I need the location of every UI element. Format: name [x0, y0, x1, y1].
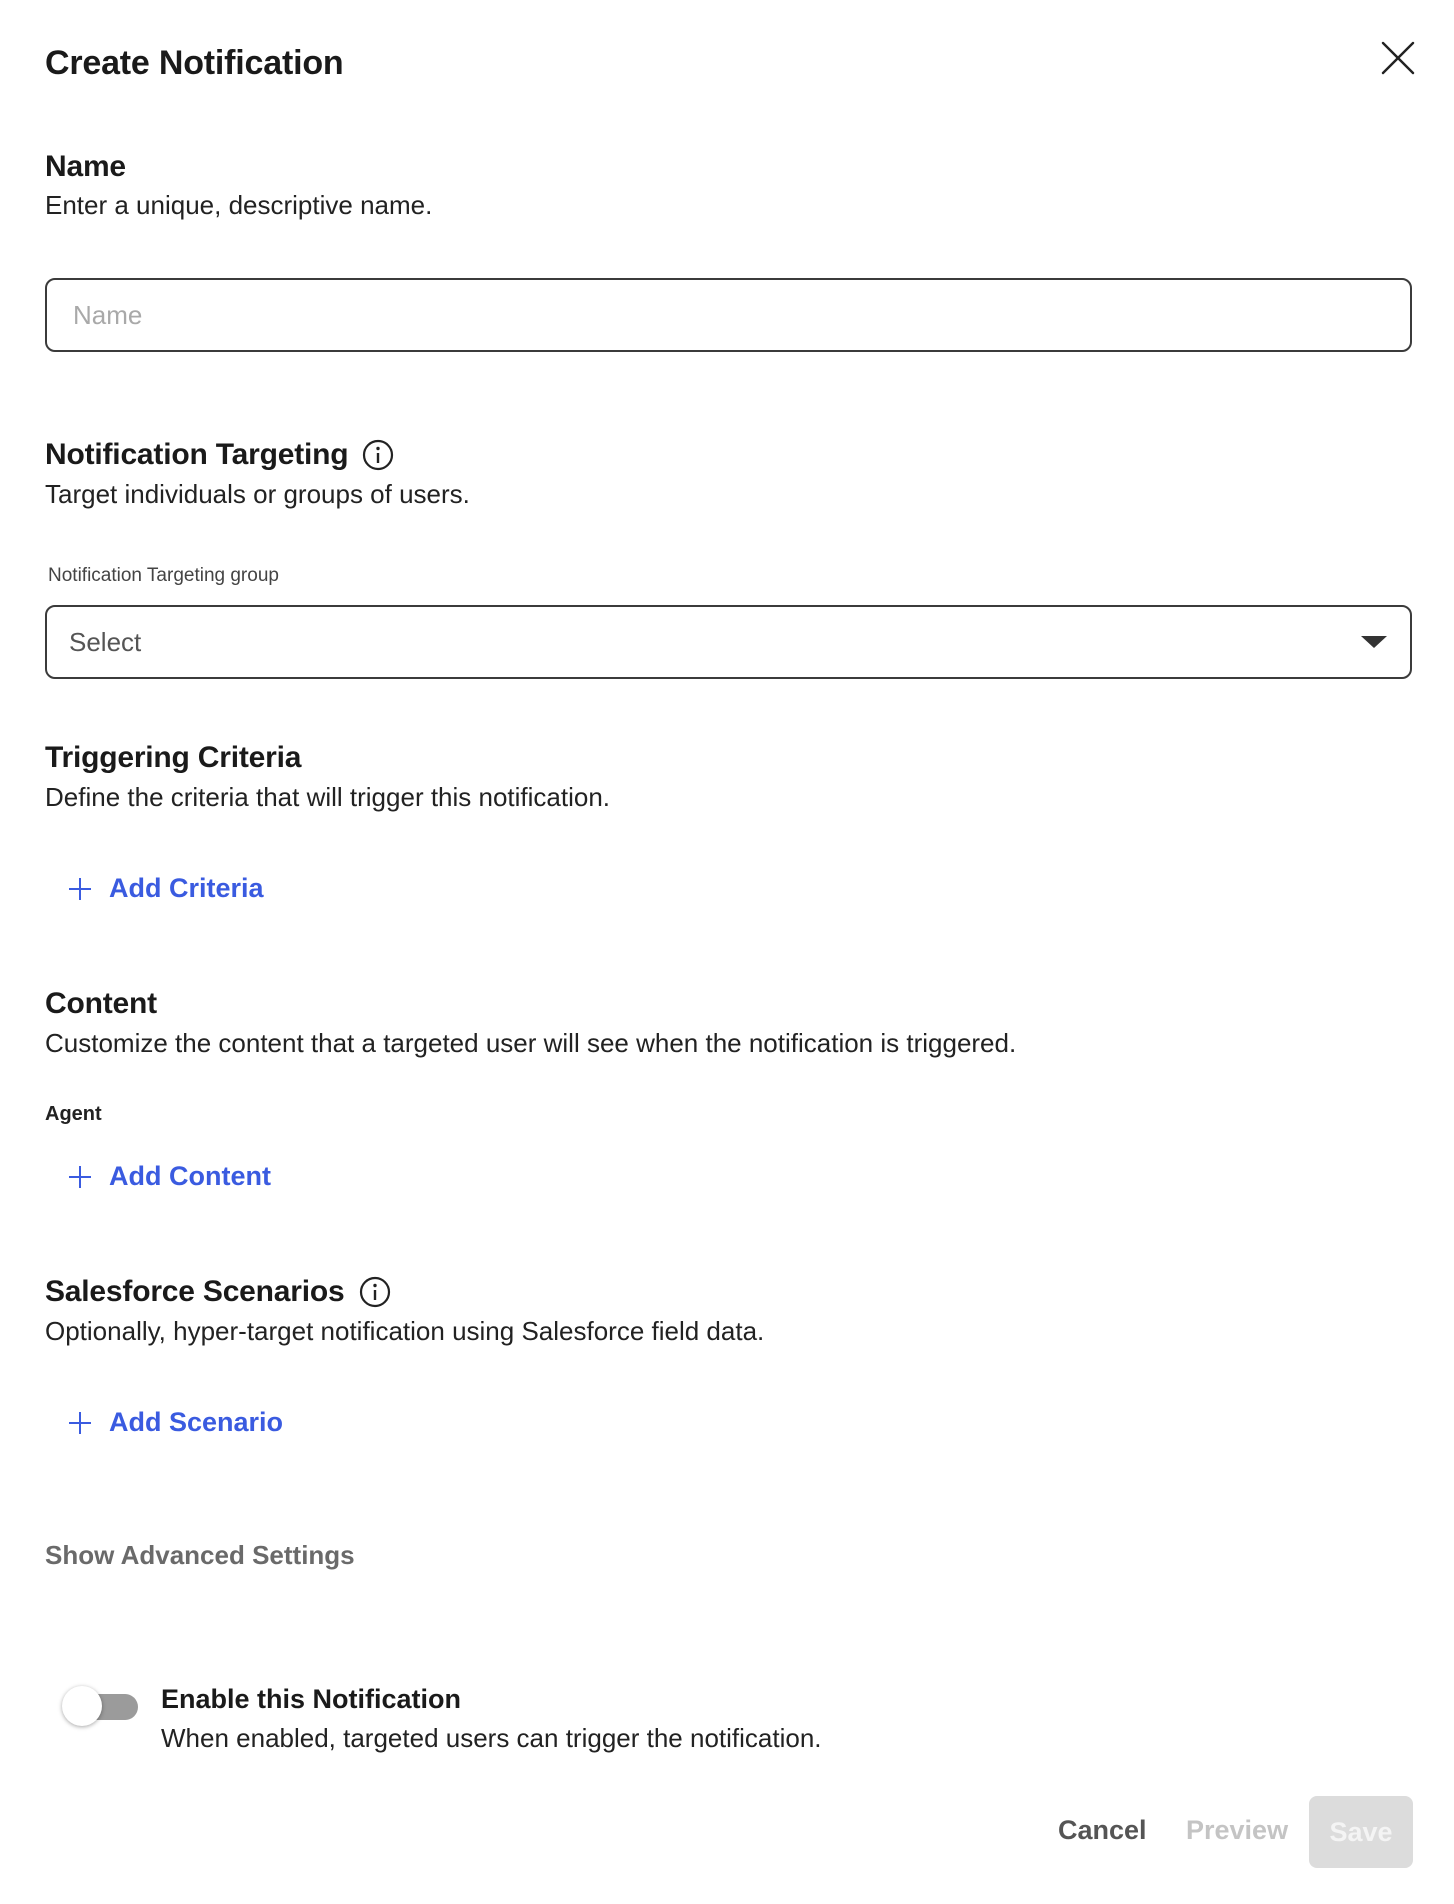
enable-notification-title: Enable this Notification: [161, 1684, 462, 1714]
salesforce-section-title: [45, 1275, 391, 1309]
info-icon[interactable]: [359, 1276, 391, 1308]
save-button-label: Save: [1329, 1816, 1393, 1847]
name-input[interactable]: [47, 280, 1410, 350]
name-section-description: Enter a unique, descriptive name.: [45, 190, 433, 220]
triggering-section-title: [45, 741, 301, 775]
salesforce-section-description: Optionally, hyper-target notification using Salesforce field data.: [45, 1316, 765, 1346]
add-criteria-button[interactable]: [67, 873, 264, 904]
preview-button[interactable]: Preview: [1186, 1815, 1289, 1845]
plus-icon: [67, 1164, 93, 1190]
close-icon[interactable]: [1380, 40, 1416, 76]
show-advanced-settings-link[interactable]: Show Advanced Settings: [45, 1540, 355, 1570]
enable-notification-description: When enabled, targeted users can trigger the notification.: [161, 1723, 822, 1753]
content-section-description: Customize the content that a targeted user will see when the notification is triggered.: [45, 1028, 1017, 1058]
enable-notification-toggle[interactable]: [62, 1686, 138, 1726]
dialog-title: Create Notification: [45, 44, 344, 82]
name-section-title: [45, 150, 126, 184]
content-section-title: [45, 987, 157, 1021]
targeting-section-title-text: Notification Targeting: [45, 438, 349, 471]
save-button[interactable]: [1309, 1796, 1413, 1868]
caret-down-icon: [1360, 634, 1388, 650]
name-field[interactable]: [45, 278, 1412, 352]
targeting-section-title: [45, 438, 394, 472]
plus-icon: [67, 876, 93, 902]
cancel-button[interactable]: Cancel: [1058, 1815, 1147, 1845]
name-section-title-text: Name: [45, 150, 126, 183]
salesforce-section-title-text: Salesforce Scenarios: [45, 1275, 345, 1308]
agent-label: Agent: [45, 1103, 102, 1125]
add-content-button[interactable]: [67, 1161, 271, 1192]
add-scenario-button[interactable]: [67, 1407, 283, 1438]
targeting-group-select-value: Select: [69, 626, 142, 657]
add-scenario-label: Add Scenario: [109, 1407, 284, 1437]
plus-icon: [67, 1410, 93, 1436]
toggle-knob: [62, 1686, 102, 1726]
triggering-section-description: Define the criteria that will trigger this notification.: [45, 782, 611, 812]
targeting-group-label: Notification Targeting group: [48, 565, 279, 586]
triggering-section-title-text: Triggering Criteria: [45, 741, 302, 774]
add-content-label: Add Content: [109, 1161, 271, 1191]
add-criteria-label: Add Criteria: [109, 873, 264, 903]
info-icon[interactable]: [362, 439, 394, 471]
targeting-section-description: Target individuals or groups of users.: [45, 479, 470, 509]
content-section-title-text: Content: [45, 987, 157, 1020]
targeting-group-select[interactable]: [45, 605, 1412, 679]
